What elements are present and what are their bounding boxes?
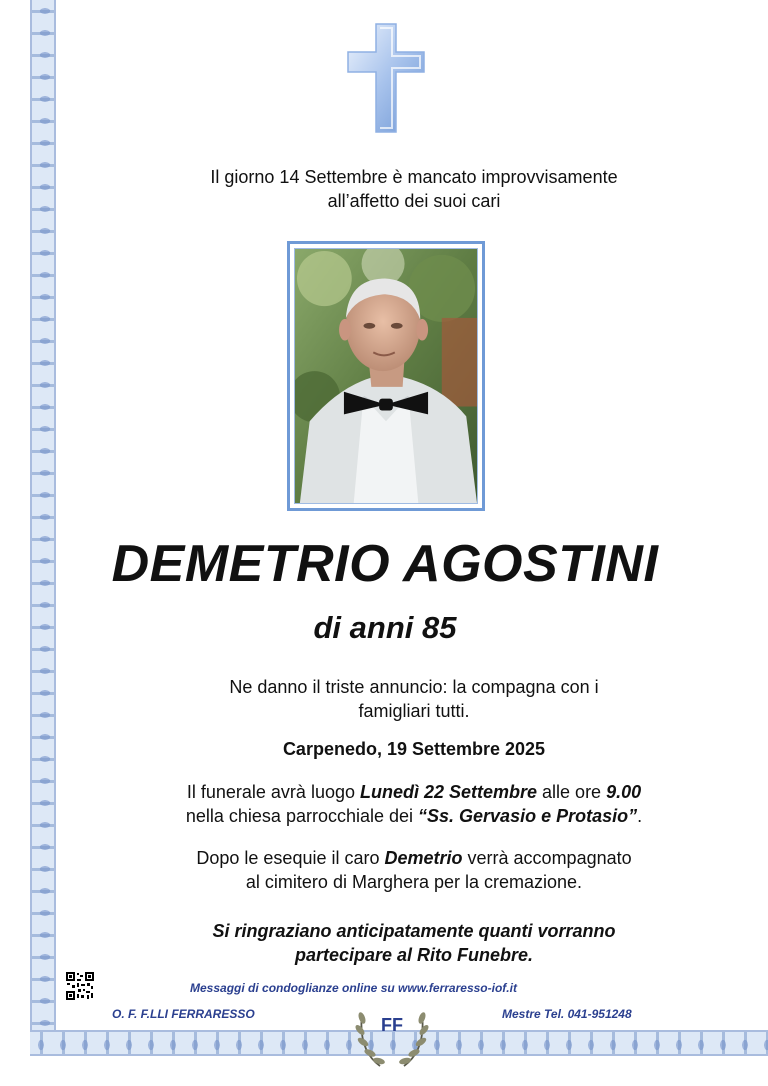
intro-line-2: all’affetto dei suoi cari: [327, 191, 501, 211]
deceased-name: DEMETRIO AGOSTINI: [111, 535, 659, 593]
qr-code-icon[interactable]: [66, 972, 94, 1000]
funeral-text: [60, 780, 768, 828]
decorative-border-left: [30, 0, 56, 1056]
announcement-line-2: famigliari tutti.: [358, 701, 470, 721]
funeral-time: 9.00: [606, 782, 642, 802]
funeral-mid: alle ore: [537, 782, 607, 802]
burial-line-2: al cimitero di Marghera per la cremazione.: [245, 872, 583, 892]
portrait-photo: [294, 248, 478, 504]
burial-name: Demetrio: [384, 848, 463, 868]
logo-monogram: FF: [381, 1015, 403, 1035]
announcement-line-1: Ne danno il triste annuncio: la compagna con i: [229, 677, 599, 697]
thanks-line-2: partecipare al Rito Funebre.: [294, 945, 534, 965]
church-prefix: nella chiesa parrocchiale dei: [185, 806, 419, 826]
burial-suffix: verrà accompagnato: [462, 848, 632, 868]
intro-line-1: Il giorno 14 Settembre è mancato improvvisamente: [210, 167, 618, 187]
burial-text: [60, 846, 768, 894]
funeral-line-1: [60, 780, 768, 804]
funeral-day: Lunedì 22 Settembre: [359, 782, 538, 802]
condolences-link[interactable]: Messaggi di condoglianze online su www.ferraresso-iof.it: [190, 981, 517, 995]
church-name: “Ss. Gervasio e Protasio”: [418, 806, 638, 826]
church-suffix: .: [637, 806, 643, 826]
company-contact: Mestre Tel. 041-951248: [502, 1007, 632, 1021]
thanks-text: [60, 919, 768, 967]
burial-prefix: Dopo le esequie il caro: [196, 848, 385, 868]
cross-icon: [346, 22, 426, 134]
funeral-prefix: Il funerale avrà luogo: [186, 782, 360, 802]
funeral-line-2: [60, 804, 768, 828]
thanks-line-1: Si ringraziano anticipatamente quanti vorranno: [212, 921, 616, 941]
announcement-text: [60, 675, 768, 723]
portrait-frame: [287, 241, 485, 511]
burial-line-1: [60, 846, 768, 870]
place-date: Carpenedo, 19 Settembre 2025: [282, 739, 546, 759]
laurel-logo-icon: [350, 1000, 434, 1072]
intro-text: [60, 165, 768, 213]
deceased-age: di anni 85: [313, 610, 457, 645]
company-name: O. F. F.LLI FERRARESSO: [112, 1007, 255, 1021]
